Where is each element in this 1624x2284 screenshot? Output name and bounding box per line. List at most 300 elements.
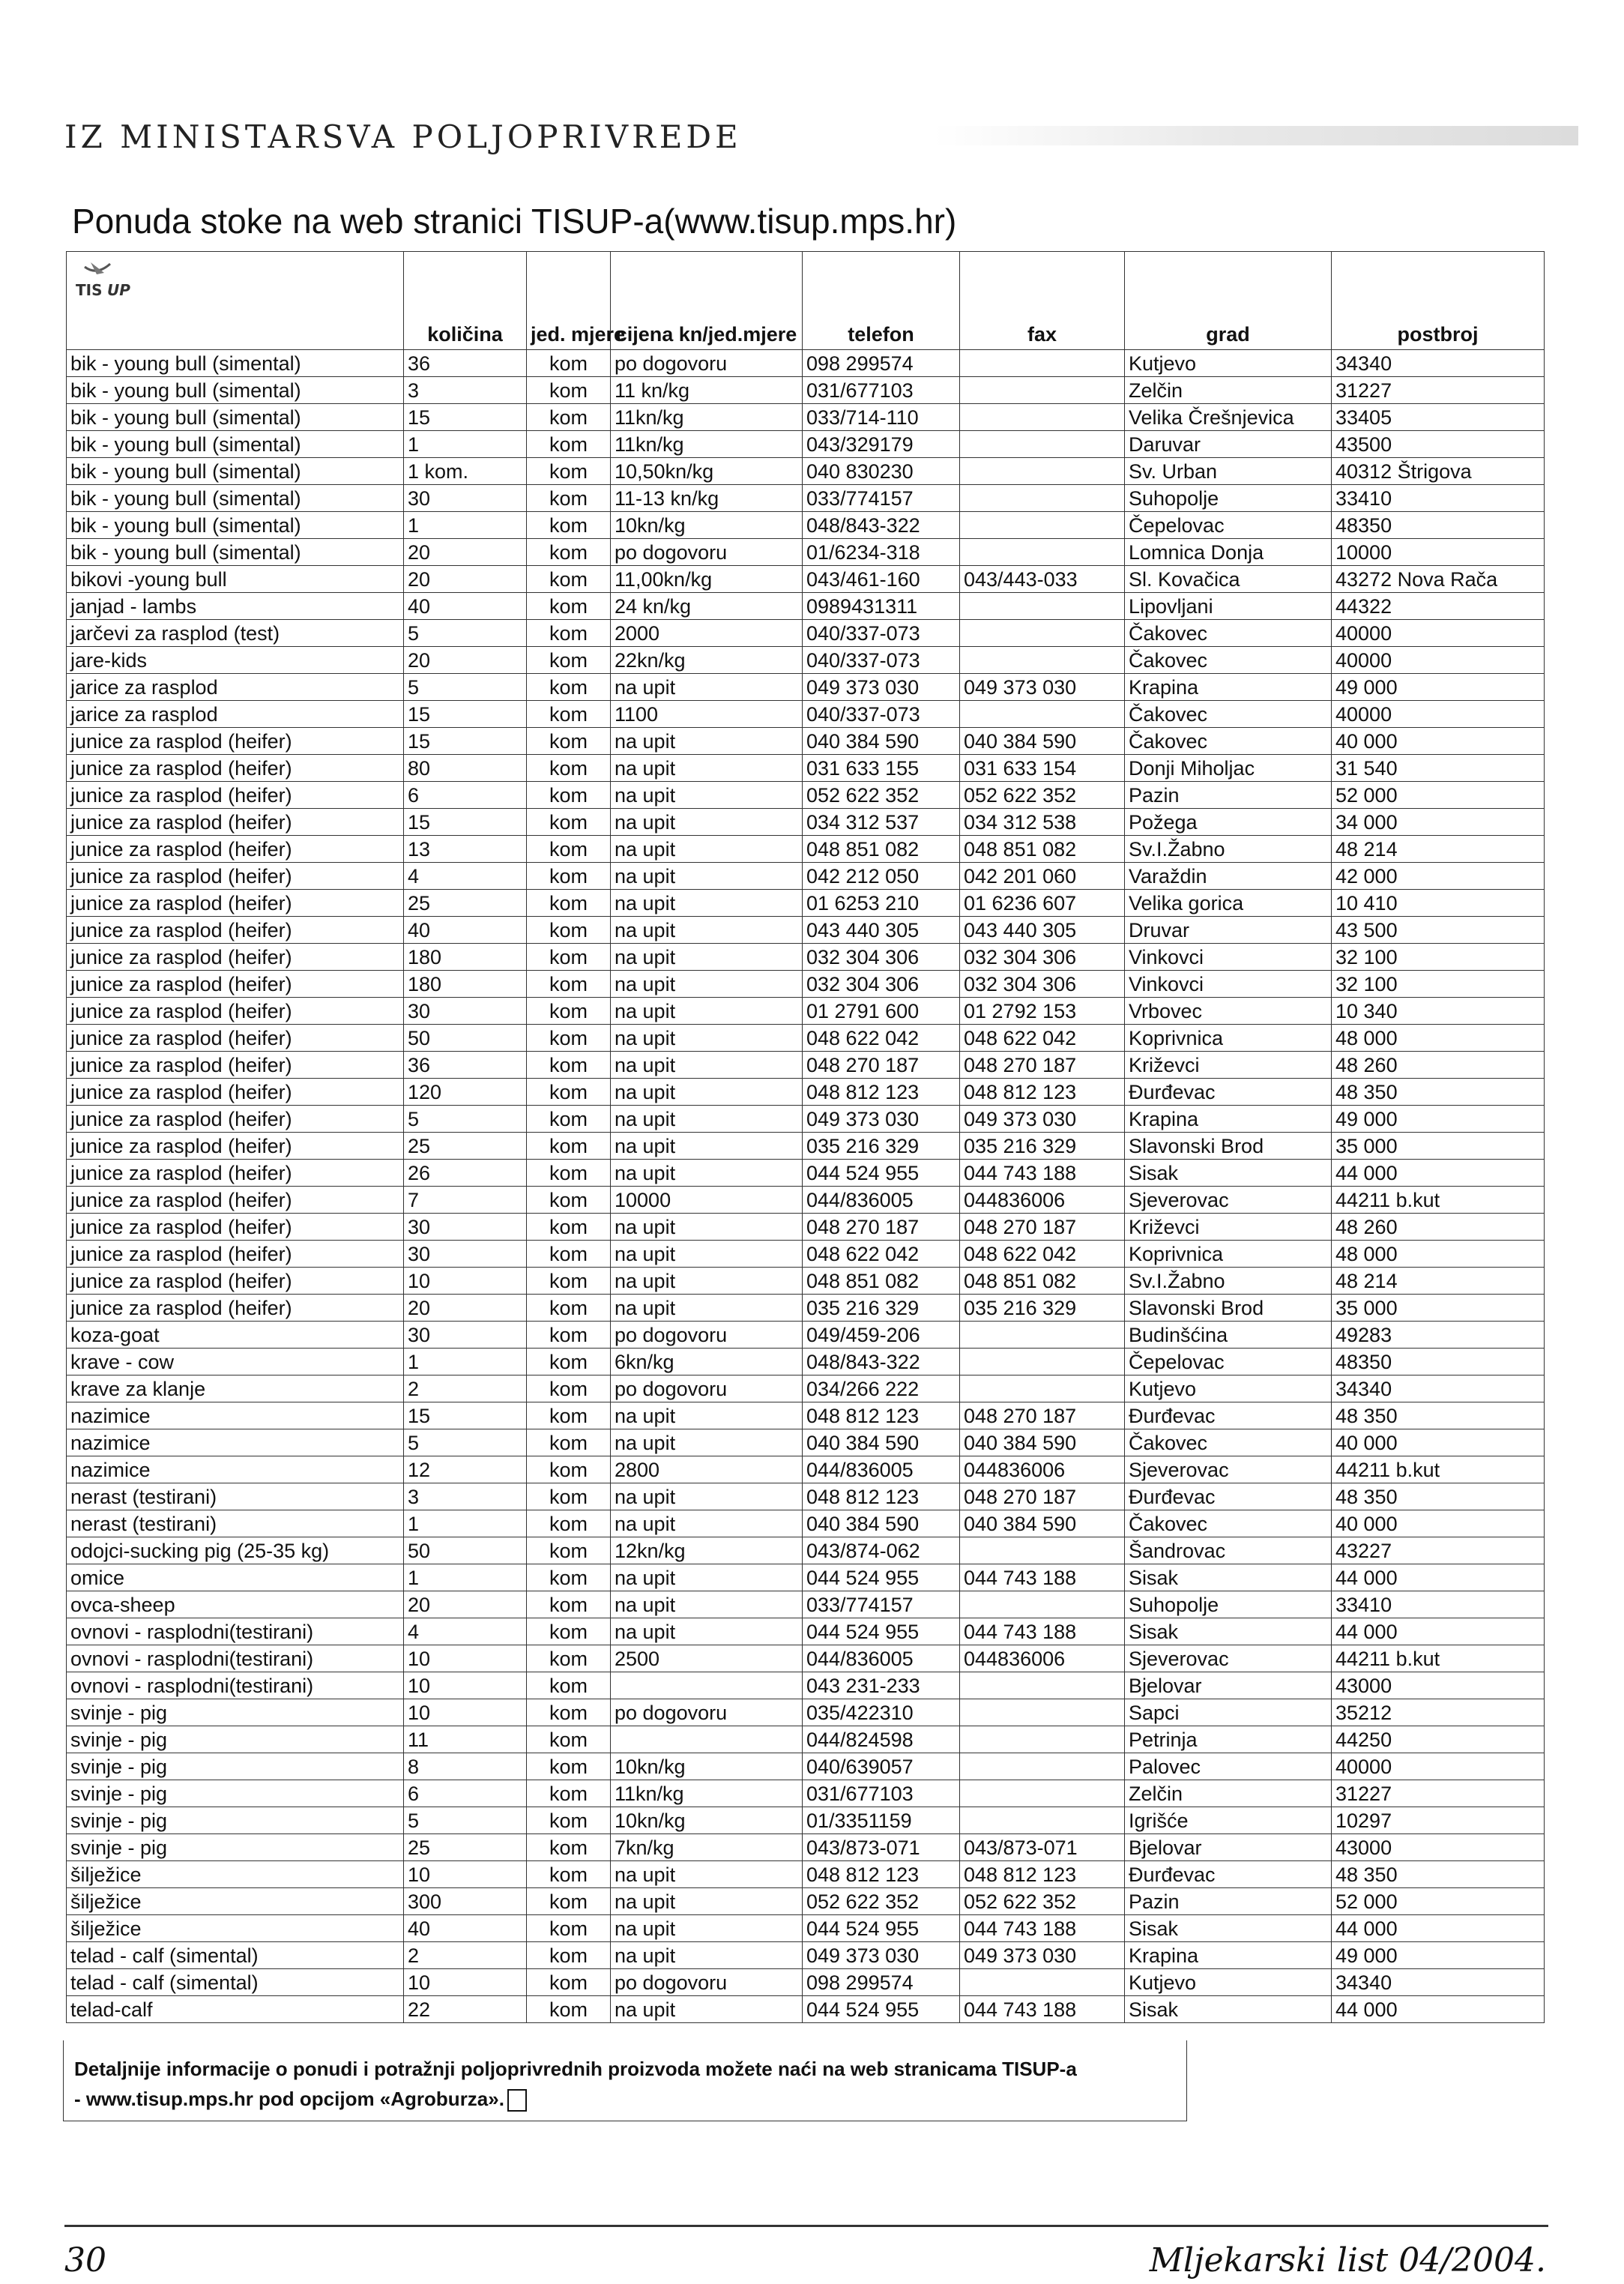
cell-animal: svinje - pig [67,1726,404,1753]
table-row [67,1726,1545,1753]
cell-city: Čakovec [1125,647,1332,674]
table-row [67,998,1545,1025]
cell-fax: 052 622 352 [960,1888,1125,1915]
cell-animal: junice za rasplod (heifer) [67,1106,404,1133]
square-end-mark-icon [507,2089,527,2112]
cell-quantity: 300 [404,1888,527,1915]
cell-price: na upit [611,1510,803,1537]
cell-city: Lomnica Donja [1125,539,1332,566]
cell-unit: kom [527,1618,611,1645]
cell-postcode: 32 100 [1332,971,1545,998]
table-row [67,1618,1545,1645]
journal-name: Mljekarski list 04/2004. [1149,2241,1546,2280]
cell-unit: kom [527,1322,611,1349]
cell-price: 12kn/kg [611,1537,803,1564]
cell-fax: 052 622 352 [960,782,1125,809]
table-row [67,782,1545,809]
table-row [67,1942,1545,1969]
cell-unit: kom [527,1241,611,1268]
cell-postcode: 48350 [1332,1349,1545,1375]
cell-unit: kom [527,458,611,485]
cell-animal: junice za rasplod (heifer) [67,1160,404,1187]
header-city: grad [1125,252,1332,350]
table-row [67,863,1545,890]
cell-city: Krapina [1125,1106,1332,1133]
cell-unit: kom [527,1780,611,1807]
cell-fax [960,647,1125,674]
cell-price: 7kn/kg [611,1834,803,1861]
cell-phone: 033/774157 [803,485,960,512]
table-row [67,701,1545,728]
table-row [67,1888,1545,1915]
cell-fax [960,1375,1125,1402]
cell-quantity: 50 [404,1537,527,1564]
cell-price: po dogovoru [611,1375,803,1402]
table-row [67,1160,1545,1187]
table-header-row [67,252,1545,350]
cell-unit: kom [527,701,611,728]
table-row [67,593,1545,620]
cell-postcode: 48 260 [1332,1052,1545,1079]
table-row [67,1780,1545,1807]
cell-postcode: 49 000 [1332,1106,1545,1133]
table-row [67,512,1545,539]
cell-price: na upit [611,782,803,809]
cell-fax: 043/443-033 [960,566,1125,593]
cell-animal: junice za rasplod (heifer) [67,1214,404,1241]
cell-unit: kom [527,809,611,836]
cell-fax [960,1349,1125,1375]
cell-city: Palovec [1125,1753,1332,1780]
cell-postcode: 43272 Nova Rača [1332,566,1545,593]
cell-animal: bik - young bull (simental) [67,458,404,485]
cell-phone: 043 231-233 [803,1672,960,1699]
cell-city: Đurđevac [1125,1402,1332,1429]
cell-postcode: 48 260 [1332,1214,1545,1241]
header-phone: telefon [803,252,960,350]
cell-quantity: 1 [404,1349,527,1375]
cell-postcode: 48 350 [1332,1402,1545,1429]
cell-animal: krave za klanje [67,1375,404,1402]
cell-postcode: 10000 [1332,539,1545,566]
cell-city: Slavonski Brod [1125,1133,1332,1160]
cell-animal: svinje - pig [67,1699,404,1726]
table-row [67,1187,1545,1214]
cell-phone: 052 622 352 [803,1888,960,1915]
cell-city: Čepelovac [1125,512,1332,539]
cell-quantity: 1 kom. [404,458,527,485]
cell-postcode: 48 214 [1332,1268,1545,1295]
cell-unit: kom [527,1349,611,1375]
table-row [67,1025,1545,1052]
cell-price: po dogovoru [611,350,803,377]
cell-price: na upit [611,1025,803,1052]
cell-unit: kom [527,1996,611,2023]
cell-postcode: 40000 [1332,647,1545,674]
cell-postcode: 33410 [1332,1591,1545,1618]
cell-price: po dogovoru [611,1969,803,1996]
cell-price: na upit [611,809,803,836]
table-row [67,566,1545,593]
cell-animal: omice [67,1564,404,1591]
cell-unit: kom [527,1429,611,1456]
cell-postcode: 35212 [1332,1699,1545,1726]
cell-postcode: 42 000 [1332,863,1545,890]
cell-price: na upit [611,836,803,863]
cell-price: na upit [611,1591,803,1618]
cell-fax [960,458,1125,485]
cell-quantity: 5 [404,620,527,647]
cell-fax: 040 384 590 [960,728,1125,755]
cell-unit: kom [527,863,611,890]
cell-unit: kom [527,1295,611,1322]
cell-postcode: 40000 [1332,1753,1545,1780]
cell-animal: nazimice [67,1402,404,1429]
cell-quantity: 10 [404,1268,527,1295]
cell-city: Kutjevo [1125,1375,1332,1402]
cell-city: Petrinja [1125,1726,1332,1753]
cell-fax [960,485,1125,512]
cell-animal: nazimice [67,1456,404,1483]
cell-city: Požega [1125,809,1332,836]
cell-fax: 044 743 188 [960,1564,1125,1591]
cell-animal: junice za rasplod (heifer) [67,971,404,998]
cell-phone: 031/677103 [803,377,960,404]
table-row [67,1861,1545,1888]
cell-quantity: 20 [404,1295,527,1322]
cell-animal: junice za rasplod (heifer) [67,1133,404,1160]
table-row [67,1349,1545,1375]
cell-postcode: 40 000 [1332,1429,1545,1456]
table-row [67,377,1545,404]
cell-city: Zelčin [1125,377,1332,404]
cell-animal: ovnovi - rasplodni(testirani) [67,1672,404,1699]
cell-fax [960,512,1125,539]
cell-animal: jarice za rasplod [67,701,404,728]
cell-quantity: 6 [404,1780,527,1807]
cell-postcode: 10297 [1332,1807,1545,1834]
cell-city: Sl. Kovačica [1125,566,1332,593]
cell-phone: 048 812 123 [803,1861,960,1888]
table-row [67,350,1545,377]
table-row [67,1322,1545,1349]
cell-fax: 043/873-071 [960,1834,1125,1861]
cell-fax [960,1969,1125,1996]
table-row [67,1969,1545,1996]
cell-animal: šilježice [67,1861,404,1888]
cell-phone: 043/329179 [803,431,960,458]
cell-phone: 01/6234-318 [803,539,960,566]
cell-unit: kom [527,917,611,944]
cell-unit: kom [527,1726,611,1753]
cell-phone: 048 812 123 [803,1402,960,1429]
cell-city: Sv.I.Žabno [1125,1268,1332,1295]
cell-quantity: 20 [404,566,527,593]
cell-postcode: 44 000 [1332,1618,1545,1645]
cell-postcode: 31227 [1332,1780,1545,1807]
cell-price: na upit [611,1079,803,1106]
cell-fax [960,593,1125,620]
cell-unit: kom [527,1942,611,1969]
cell-postcode: 43000 [1332,1834,1545,1861]
cell-fax: 049 373 030 [960,1942,1125,1969]
cell-postcode: 33405 [1332,404,1545,431]
table-row [67,1214,1545,1241]
cell-city: Čepelovac [1125,1349,1332,1375]
cell-animal: jarice za rasplod [67,674,404,701]
cell-postcode: 31 540 [1332,755,1545,782]
cell-price: po dogovoru [611,1699,803,1726]
cell-animal: odojci-sucking pig (25-35 kg) [67,1537,404,1564]
footnote-link-text: - www.tisup.mps.hr pod opcijom «Agroburza». [74,2088,504,2110]
cell-quantity: 180 [404,971,527,998]
cell-unit: kom [527,1483,611,1510]
cell-fax: 048 270 187 [960,1214,1125,1241]
cell-unit: kom [527,1537,611,1564]
cell-city: Čakovec [1125,1510,1332,1537]
cell-fax [960,539,1125,566]
cell-postcode: 48 000 [1332,1241,1545,1268]
cell-fax: 035 216 329 [960,1295,1125,1322]
cell-animal: junice za rasplod (heifer) [67,782,404,809]
cell-phone: 048 270 187 [803,1214,960,1241]
table-row [67,1699,1545,1726]
cell-fax: 048 851 082 [960,836,1125,863]
tisup-logo-icon [74,259,139,301]
cell-unit: kom [527,404,611,431]
cell-city: Vinkovci [1125,971,1332,998]
cell-fax: 01 6236 607 [960,890,1125,917]
cell-postcode: 44 000 [1332,1996,1545,2023]
cell-price: 10,50kn/kg [611,458,803,485]
page-number: 30 [64,2241,106,2280]
cell-unit: kom [527,431,611,458]
header-unit: jed. mjere [527,252,611,350]
cell-unit: kom [527,1645,611,1672]
cell-city: Čakovec [1125,620,1332,647]
cell-animal: nerast (testirani) [67,1510,404,1537]
cell-quantity: 1 [404,1510,527,1537]
cell-price: 11kn/kg [611,431,803,458]
footnote-line-1: Detaljnije informacije o ponudi i potražnji poljoprivrednih proizvoda možete naći na web stranicama TISUP-a [74,2058,1077,2080]
cell-fax: 044 743 188 [960,1618,1125,1645]
cell-quantity: 5 [404,1807,527,1834]
cell-price: na upit [611,971,803,998]
cell-city: Đurđevac [1125,1861,1332,1888]
cell-city: Suhopolje [1125,1591,1332,1618]
table-row [67,1052,1545,1079]
table-row [67,890,1545,917]
cell-city: Lipovljani [1125,593,1332,620]
cell-city: Kutjevo [1125,350,1332,377]
cell-city: Sisak [1125,1996,1332,2023]
cell-quantity: 25 [404,1133,527,1160]
cell-city: Sisak [1125,1915,1332,1942]
cell-phone: 048 622 042 [803,1241,960,1268]
cell-price: 11-13 kn/kg [611,485,803,512]
cell-city: Čakovec [1125,1429,1332,1456]
table-row [67,1996,1545,2023]
cell-postcode: 34 000 [1332,809,1545,836]
cell-unit: kom [527,1402,611,1429]
cell-phone: 040 384 590 [803,1429,960,1456]
cell-city: Čakovec [1125,728,1332,755]
cell-fax [960,431,1125,458]
cell-quantity: 50 [404,1025,527,1052]
cell-city: Krapina [1125,1942,1332,1969]
cell-fax: 040 384 590 [960,1510,1125,1537]
cell-phone: 048 851 082 [803,836,960,863]
cell-city: Križevci [1125,1052,1332,1079]
cell-animal: junice za rasplod (heifer) [67,998,404,1025]
cell-quantity: 5 [404,1106,527,1133]
cell-animal: svinje - pig [67,1753,404,1780]
cell-phone: 035 216 329 [803,1133,960,1160]
cell-city: Varaždin [1125,863,1332,890]
header-logo-cell [67,252,404,350]
cell-quantity: 1 [404,512,527,539]
cell-price: 2800 [611,1456,803,1483]
cell-animal: junice za rasplod (heifer) [67,1268,404,1295]
cell-unit: kom [527,1753,611,1780]
cell-animal: bik - young bull (simental) [67,539,404,566]
cell-price: na upit [611,998,803,1025]
cell-city: Đurđevac [1125,1483,1332,1510]
cell-animal: junice za rasplod (heifer) [67,755,404,782]
cell-unit: kom [527,647,611,674]
cell-postcode: 49 000 [1332,1942,1545,1969]
cell-phone: 040/337-073 [803,701,960,728]
table-row [67,971,1545,998]
cell-quantity: 5 [404,1429,527,1456]
cell-unit: kom [527,836,611,863]
cell-fax: 044 743 188 [960,1160,1125,1187]
cell-unit: kom [527,593,611,620]
cell-phone: 042 212 050 [803,863,960,890]
table-row [67,944,1545,971]
cell-city: Vrbovec [1125,998,1332,1025]
cell-price: 24 kn/kg [611,593,803,620]
cell-city: Vinkovci [1125,944,1332,971]
cell-phone: 0989431311 [803,593,960,620]
cell-animal: bik - young bull (simental) [67,404,404,431]
cell-quantity: 15 [404,728,527,755]
cell-quantity: 25 [404,1834,527,1861]
cell-city: Velika Črešnjevica [1125,404,1332,431]
cell-price: na upit [611,917,803,944]
cell-fax: 034 312 538 [960,809,1125,836]
cell-price: 6kn/kg [611,1349,803,1375]
cell-postcode: 49283 [1332,1322,1545,1349]
cell-price [611,1672,803,1699]
cell-phone: 040 384 590 [803,728,960,755]
cell-animal: junice za rasplod (heifer) [67,1187,404,1214]
cell-phone: 049 373 030 [803,1106,960,1133]
cell-animal: junice za rasplod (heifer) [67,1052,404,1079]
table-row [67,1133,1545,1160]
cell-unit: kom [527,1079,611,1106]
cell-postcode: 44211 b.kut [1332,1645,1545,1672]
cell-animal: junice za rasplod (heifer) [67,863,404,890]
cell-fax: 049 373 030 [960,1106,1125,1133]
cell-price: na upit [611,1915,803,1942]
cell-postcode: 43227 [1332,1537,1545,1564]
cell-postcode: 32 100 [1332,944,1545,971]
table-row [67,836,1545,863]
cell-phone: 098 299574 [803,1969,960,1996]
cell-postcode: 48 350 [1332,1483,1545,1510]
cell-postcode: 52 000 [1332,1888,1545,1915]
cell-fax [960,377,1125,404]
table-row [67,458,1545,485]
cell-city: Suhopolje [1125,485,1332,512]
cell-phone: 052 622 352 [803,782,960,809]
cell-fax [960,1780,1125,1807]
cell-animal: ovnovi - rasplodni(testirani) [67,1618,404,1645]
cell-animal: bik - young bull (simental) [67,485,404,512]
cell-city: Bjelovar [1125,1672,1332,1699]
cell-phone: 043/873-071 [803,1834,960,1861]
cell-quantity: 20 [404,647,527,674]
cell-postcode: 44250 [1332,1726,1545,1753]
cell-postcode: 10 340 [1332,998,1545,1025]
cell-fax [960,701,1125,728]
cell-quantity: 5 [404,674,527,701]
cell-price: na upit [611,1295,803,1322]
cell-quantity: 2 [404,1375,527,1402]
cell-animal: junice za rasplod (heifer) [67,1295,404,1322]
svg-text:TIS: TIS [76,281,103,299]
cell-price: na upit [611,1106,803,1133]
cell-postcode: 40000 [1332,701,1545,728]
cell-fax [960,350,1125,377]
cell-quantity: 26 [404,1160,527,1187]
cell-city: Sv.I.Žabno [1125,836,1332,863]
cell-quantity: 36 [404,1052,527,1079]
cell-phone: 044/824598 [803,1726,960,1753]
cell-fax: 044836006 [960,1187,1125,1214]
cell-quantity: 6 [404,782,527,809]
cell-unit: kom [527,1672,611,1699]
cell-phone: 044 524 955 [803,1915,960,1942]
cell-quantity: 11 [404,1726,527,1753]
cell-unit: kom [527,1969,611,1996]
header-gradient-bar [934,126,1578,145]
cell-fax [960,1699,1125,1726]
cell-fax: 048 270 187 [960,1402,1125,1429]
table-row [67,728,1545,755]
document-title: Ponuda stoke na web stranici TISUP-a(www.tisup.mps.hr) [72,202,957,241]
cell-unit: kom [527,1106,611,1133]
cell-animal: telad - calf (simental) [67,1942,404,1969]
cell-quantity: 4 [404,1618,527,1645]
cell-city: Slavonski Brod [1125,1295,1332,1322]
cell-city: Križevci [1125,1214,1332,1241]
cell-fax: 044836006 [960,1456,1125,1483]
cell-animal: svinje - pig [67,1807,404,1834]
cell-city: Kutjevo [1125,1969,1332,1996]
cell-unit: kom [527,377,611,404]
cell-price: na upit [611,728,803,755]
cell-fax: 048 270 187 [960,1483,1125,1510]
cell-city: Donji Miholjac [1125,755,1332,782]
cell-price: na upit [611,1996,803,2023]
cell-city: Sisak [1125,1160,1332,1187]
cell-phone: 048 812 123 [803,1483,960,1510]
cell-city: Budinšćina [1125,1322,1332,1349]
cell-unit: kom [527,782,611,809]
cell-phone: 044 524 955 [803,1618,960,1645]
